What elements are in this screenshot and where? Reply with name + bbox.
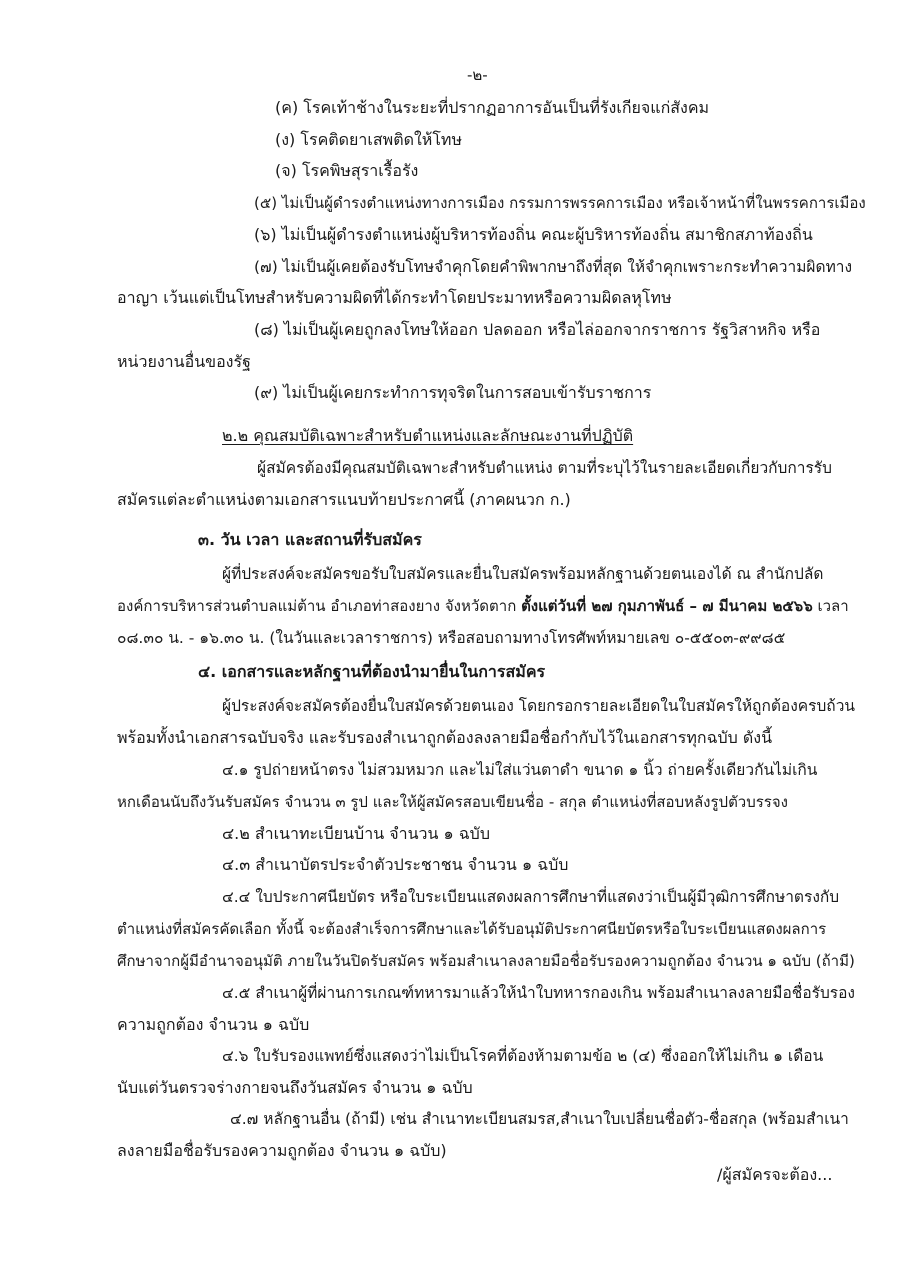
item-4-7: ๔.๗ หลักฐานอื่น (ถ้ามี) เช่น สำเนาทะเบียนสมรส,สำเนาใบเปลี่ยนชื่อตัว-ชื่อสกุล (พร้อมสำเนา	[230, 1110, 849, 1128]
item-4-7-cont: ลงลายมือชื่อรับรองความถูกต้อง จำนวน ๑ ฉบับ)	[117, 1141, 447, 1160]
item-4-5: ๔.๕ สำเนาผู้ที่ผ่านการเกณฑ์ทหารมาแล้วให้นำใบทหารกองเกิน พร้อมสำเนาลงลายมือชื่อรับรอง	[222, 984, 856, 1002]
para-3-line-2	[117, 594, 849, 618]
item-4-6-cont: นับแต่วันตรวจร่างกายจนถึงวันสมัคร จำนวน ๑ ฉบับ	[117, 1078, 473, 1097]
heading-4: ๔. เอกสารและหลักฐานที่ต้องนำมายื่นในการสมัคร	[198, 662, 546, 681]
item-4-5-cont: ความถูกต้อง จำนวน ๑ ฉบับ	[117, 1015, 310, 1034]
item-4-4-cont-1: ตำแหน่งที่สมัครคัดเลือก ทั้งนี้ จะต้องสำเร็จการศึกษาและได้รับอนุมัติประกาศนียบัตรหรือใบระเบียนแสดงผลการ	[117, 920, 827, 938]
item-4-4-cont-2: ศึกษาจากผู้มีอำนาจอนุมัติ ภายในวันปิดรับสมัคร พร้อมสำเนาลงลายมือชื่อรับรองความถูกต้อง จำนวน ๑ ฉบับ (ถ้ามี)	[117, 952, 855, 970]
para-2-2-line-2: สมัครแต่ละตำแหน่งตามเอกสารแนบท้ายประกาศนี้ (ภาคผนวก ก.)	[117, 490, 571, 509]
page-number: -๒-	[467, 66, 488, 84]
continuation-text: /ผู้สมัครจะต้อง...	[717, 1165, 833, 1184]
item-disease-e: (จ) โรคพิษสุราเรื้อรัง	[275, 161, 419, 180]
item-4-1-cont: หกเดือนนับถึงวันรับสมัคร จำนวน ๓ รูป และให้ผู้สมัครสอบเขียนชื่อ - สกุล ตำแหน่งที่สอบหลังรูปตัวบรรจง	[117, 793, 788, 811]
para-3-line-2-before: องค์การบริหารส่วนตำบลแม่ต้าน อำเภอท่าสองยาง จังหวัดตาก	[117, 597, 522, 615]
item-6: (๖) ไม่เป็นผู้ดำรงตำแหน่งผู้บริหารท้องถิ่น คณะผู้บริหารท้องถิ่น สมาชิกสภาท้องถิ่น	[254, 225, 813, 244]
para-3-line-3: ๐๘.๓๐ น. - ๑๖.๓๐ น. (ในวันและเวลาราชการ) หรือสอบถามทางโทรศัพท์หมายเลข ๐-๕๕๐๓-๙๙๘๕	[117, 629, 786, 647]
para-2-2-line-1: ผู้สมัครต้องมีคุณสมบัติเฉพาะสำหรับตำแหน่ง ตามที่ระบุไว้ในรายละเอียดเกี่ยวกับการรับ	[257, 459, 832, 477]
para-3-line-1: ผู้ที่ประสงค์จะสมัครขอรับใบสมัครและยื่นใบสมัครพร้อมหลักฐานด้วยตนเองได้ ณ สำนักปลัด	[222, 565, 824, 583]
para-4-line-2: พร้อมทั้งนำเอกสารฉบับจริง และรับรองสำเนาถูกต้องลงลายมือชื่อกำกับไว้ในเอกสารทุกฉบับ ดังนี้	[117, 728, 773, 747]
item-7: (๗) ไม่เป็นผู้เคยต้องรับโทษจำคุกโดยคำพิพากษาถึงที่สุด ให้จำคุกเพราะกระทำความผิดทาง	[254, 258, 853, 276]
para-3-line-2-after: เวลา	[812, 597, 849, 615]
item-8: (๘) ไม่เป็นผู้เคยถูกลงโทษให้ออก ปลดออก หรือไล่ออกจากราชการ รัฐวิสาหกิจ หรือ	[254, 320, 821, 339]
item-4-6: ๔.๖ ใบรับรองแพทย์ซึ่งแสดงว่าไม่เป็นโรคที่ต้องห้ามตามข้อ ๒ (๔) ซึ่งออกให้ไม่เกิน ๑ เดือน	[222, 1047, 824, 1065]
item-4-3: ๔.๓ สำเนาบัตรประจำตัวประชาชน จำนวน ๑ ฉบับ	[222, 855, 569, 874]
item-8-cont: หน่วยงานอื่นของรัฐ	[117, 352, 251, 371]
para-4-line-1: ผู้ประสงค์จะสมัครต้องยื่นใบสมัครด้วยตนเอง โดยกรอกรายละเอียดในใบสมัครให้ถูกต้องครบถ้วน	[222, 697, 855, 715]
item-5: (๕) ไม่เป็นผู้ดำรงตำแหน่งทางการเมือง กรรมการพรรคการเมือง หรือเจ้าหน้าที่ในพรรคการเมือง	[254, 194, 866, 212]
item-4-4: ๔.๔ ใบประกาศนียบัตร หรือใบระเบียนแสดงผลการศึกษาที่แสดงว่าเป็นผู้มีวุฒิการศึกษาตรงกับ	[222, 888, 840, 906]
item-4-2: ๔.๒ สำเนาทะเบียนบ้าน จำนวน ๑ ฉบับ	[222, 824, 490, 843]
item-disease-c: (ค) โรคเท้าช้างในระยะที่ปรากฏอาการอันเป็นที่รังเกียจแก่สังคม	[275, 98, 710, 117]
heading-3: ๓. วัน เวลา และสถานที่รับสมัคร	[198, 530, 422, 549]
item-4-1: ๔.๑ รูปถ่ายหน้าตรง ไม่สวมหมวก และไม่ใส่แว่นตาดำ ขนาด ๑ นิ้ว ถ่ายครั้งเดียวกันไม่เกิน	[222, 761, 818, 779]
item-7-cont: อาญา เว้นแต่เป็นโทษสำหรับความผิดที่ได้กระทำโดยประมาทหรือความผิดลหุโทษ	[117, 288, 672, 307]
heading-2-2: ๒.๒ คุณสมบัติเฉพาะสำหรับตำแหน่งและลักษณะงานที่ปฏิบัติ	[222, 426, 634, 445]
item-disease-d: (ง) โรคติดยาเสพติดให้โทษ	[275, 130, 463, 149]
item-9: (๙) ไม่เป็นผู้เคยกระทำการทุจริตในการสอบเข้ารับราชการ	[254, 383, 652, 402]
application-period: ตั้งแต่วันที่ ๒๗ กุมภาพันธ์ – ๗ มีนาคม ๒๕๖๖	[521, 597, 813, 615]
